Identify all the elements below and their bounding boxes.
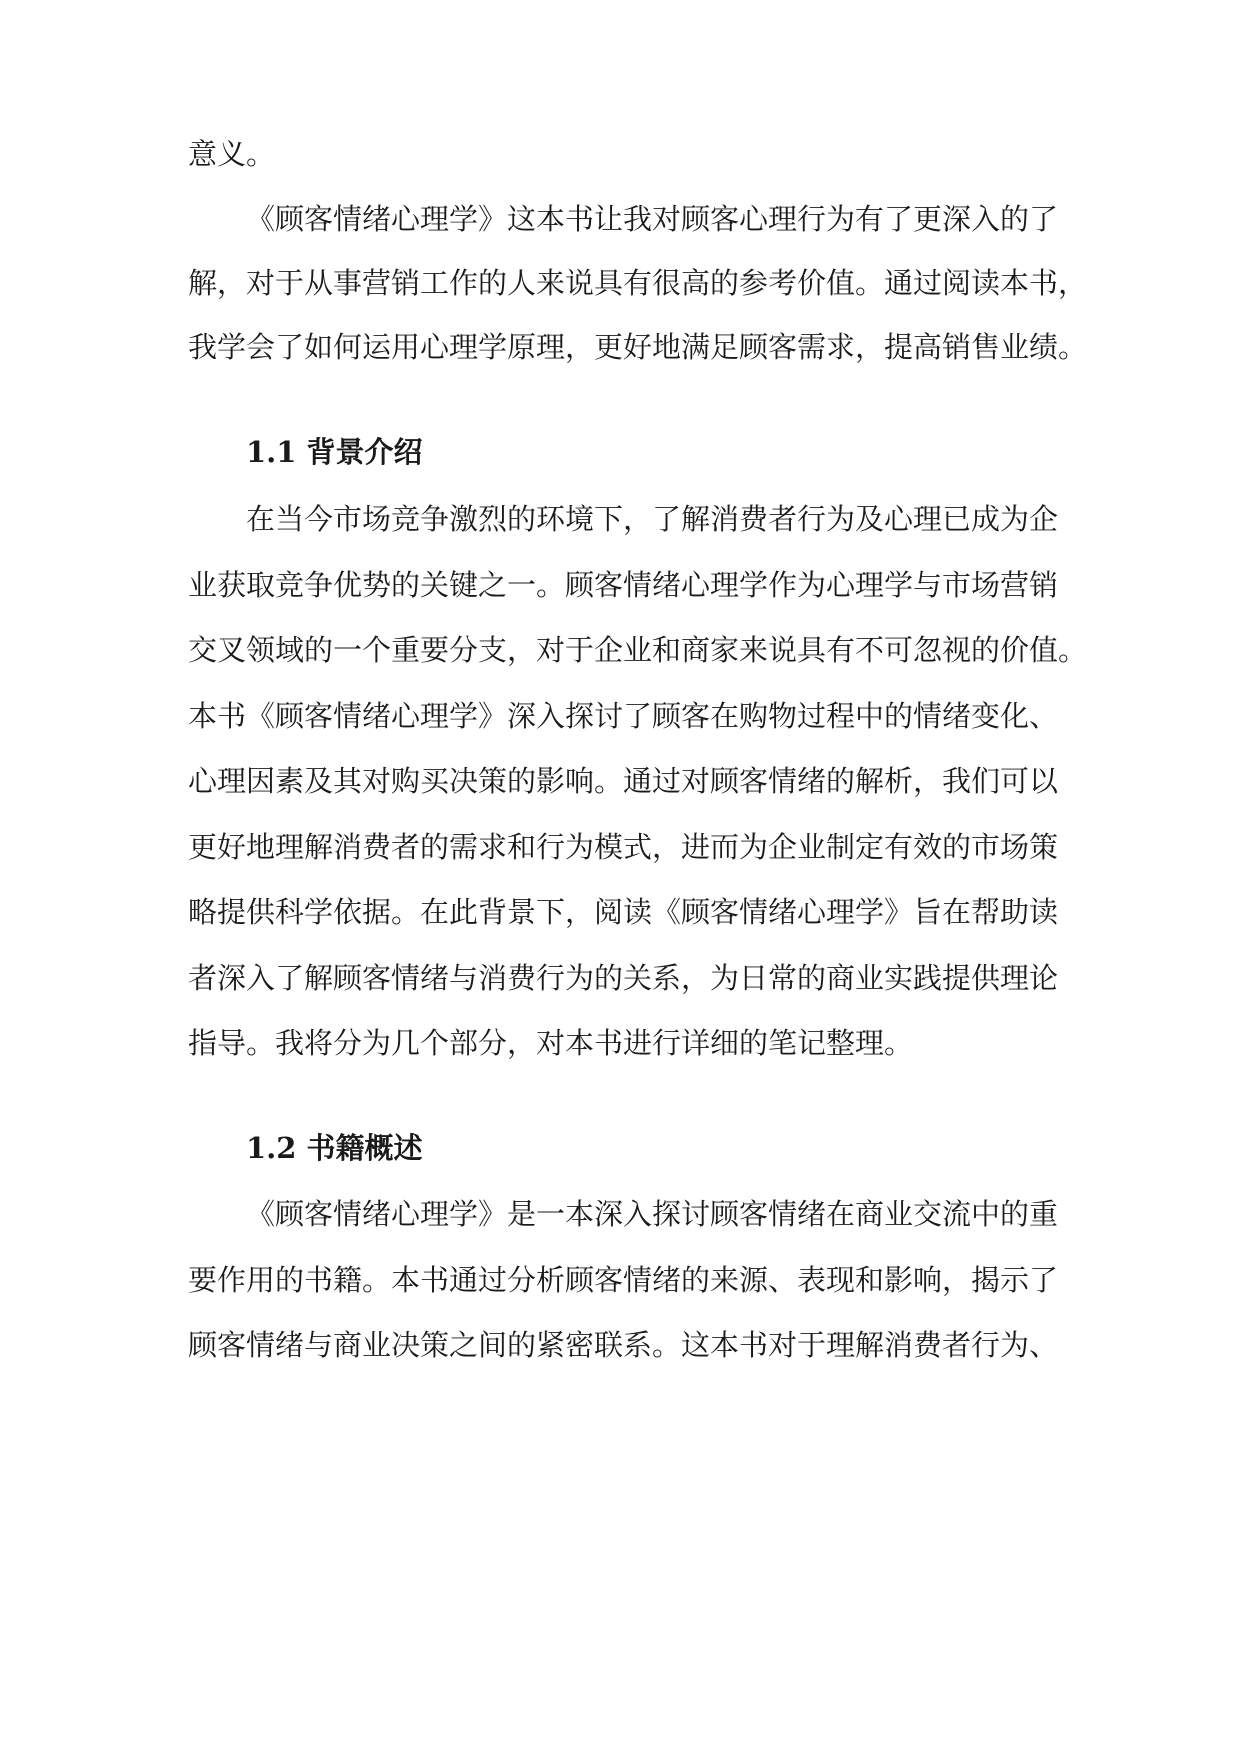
- paragraph-line: 要作用的书籍。本书通过分析顾客情绪的来源、表现和影响，揭示了: [188, 1263, 1059, 1297]
- paragraph-line: 更好地理解消费者的需求和行为模式，进而为企业制定有效的市场策: [188, 830, 1059, 864]
- paragraph-line: 我学会了如何运用心理学原理，更好地满足顾客需求，提高销售业绩。: [188, 330, 1088, 364]
- section-heading-background: 1.1 背景介绍: [246, 435, 423, 469]
- paragraph-line: 业获取竞争优势的关键之一。顾客情绪心理学作为心理学与市场营销: [188, 568, 1059, 602]
- paragraph-line: 意义。: [188, 137, 276, 171]
- paragraph-line: 《顾客情绪心理学》是一本深入探讨顾客情绪在商业交流中的重: [246, 1197, 1059, 1231]
- paragraph-line: 略提供科学依据。在此背景下，阅读《顾客情绪心理学》旨在帮助读: [188, 895, 1059, 929]
- paragraph-line: 指导。我将分为几个部分，对本书进行详细的笔记整理。: [188, 1026, 914, 1060]
- paragraph-line: 者深入了解顾客情绪与消费行为的关系，为日常的商业实践提供理论: [188, 961, 1059, 995]
- paragraph-line: 《顾客情绪心理学》这本书让我对顾客心理行为有了更深入的了: [246, 202, 1059, 236]
- paragraph-line: 顾客情绪与商业决策之间的紧密联系。这本书对于理解消费者行为、: [188, 1328, 1059, 1362]
- paragraph-line: 交叉领域的一个重要分支，对于企业和商家来说具有不可忽视的价值。: [188, 633, 1088, 667]
- paragraph-line: 心理因素及其对购买决策的影响。通过对顾客情绪的解析，我们可以: [188, 764, 1059, 798]
- section-heading-book-overview: 1.2 书籍概述: [246, 1131, 423, 1165]
- paragraph-line: 本书《顾客情绪心理学》深入探讨了顾客在购物过程中的情绪变化、: [188, 699, 1059, 733]
- paragraph-line: 解，对于从事营销工作的人来说具有很高的参考价值。通过阅读本书，: [188, 266, 1088, 300]
- paragraph-line: 在当今市场竞争激烈的环境下，了解消费者行为及心理已成为企: [246, 502, 1059, 536]
